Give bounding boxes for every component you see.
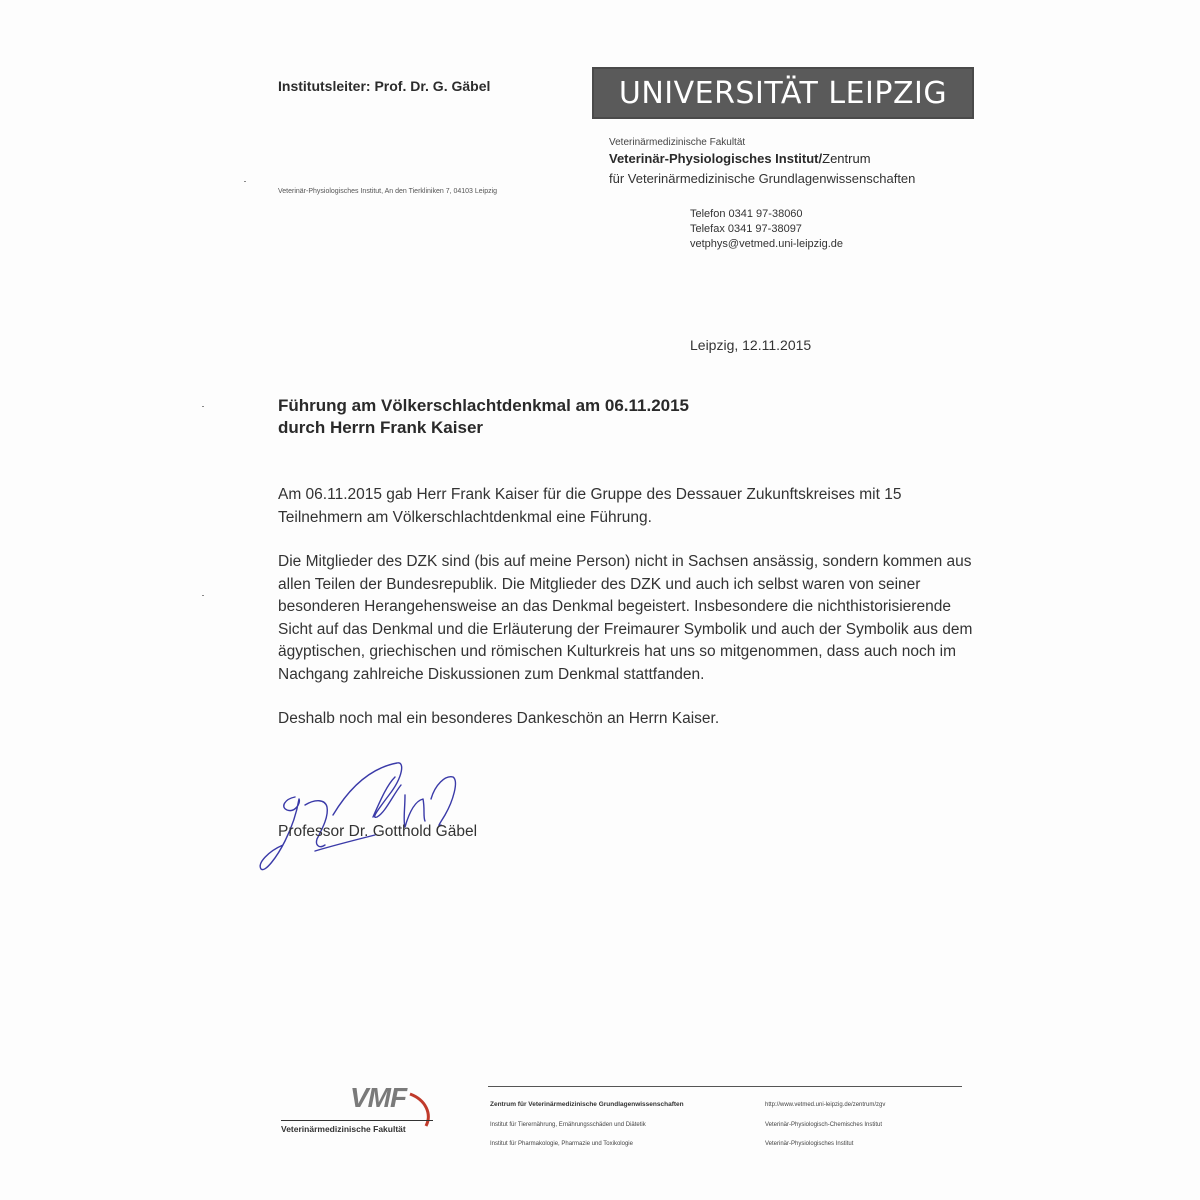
subject-line-2: durch Herrn Frank Kaiser	[278, 418, 484, 437]
sender-address-line: Veterinär-Physiologisches Institut, An den Tierkliniken 7, 04103 Leipzig	[278, 188, 498, 195]
footer-institute-1: Institut für Tierernährung, Ernährungsschäden und Diätetik	[490, 1122, 646, 1128]
signatory-name: Professor Dr. Gotthold Gäbel	[278, 823, 478, 840]
university-logo: UNIVERSITÄT LEIPZIG	[592, 67, 974, 119]
center-name: für Veterinärmedizinische Grundlagenwissenschaften	[609, 171, 916, 186]
phone-number: Telefon 0341 97-38060	[690, 208, 803, 220]
vmf-logo-rule	[281, 1120, 433, 1121]
vmf-logo-letters: VMF	[350, 1082, 407, 1113]
institute-name	[609, 151, 871, 166]
subject-line-1: Führung am Völkerschlachtdenkmal am 06.11.2015	[278, 396, 690, 415]
footer-institute-3: Institut für Pharmakologie, Pharmazie und Toxikologie	[490, 1141, 633, 1147]
fold-mark	[202, 406, 204, 407]
footer-institute-2: Veterinär-Physiologisch-Chemisches Institut	[765, 1122, 883, 1128]
letter-date: Leipzig, 12.11.2015	[690, 337, 812, 353]
body-paragraph-1: Am 06.11.2015 gab Herr Frank Kaiser für die Gruppe des Dessauer Zukunftskreises mit 15 Teilnehmern am Völkerschlachtdenkmal eine Führung.	[278, 486, 902, 526]
institute-name-bold: Veterinär-Physiologisches Institut/	[609, 151, 823, 166]
footer-institute-4: Veterinär-Physiologisches Institut	[765, 1141, 854, 1147]
vmf-logo-caption: Veterinärmedizinische Fakultät	[281, 1124, 406, 1134]
institute-name-suffix: Zentrum	[822, 151, 871, 166]
letter-subject	[278, 395, 689, 439]
institute-director: Institutsleiter: Prof. Dr. G. Gäbel	[278, 78, 491, 94]
email-address: vetphys@vetmed.uni-leipzig.de	[690, 238, 844, 250]
faculty-name: Veterinärmedizinische Fakultät	[609, 137, 746, 148]
body-paragraph-3: Deshalb noch mal ein besonderes Dankeschön an Herrn Kaiser.	[278, 710, 720, 727]
fold-mark	[244, 181, 246, 182]
letter-body	[278, 484, 978, 753]
contact-block	[690, 207, 843, 252]
footer-url: http://www.vetmed.uni-leipzig.de/zentrum/zgv	[765, 1102, 886, 1108]
footer-divider	[488, 1086, 962, 1087]
fold-mark	[202, 595, 204, 596]
fax-number: Telefax 0341 97-38097	[690, 223, 802, 235]
footer-center-title: Zentrum für Veterinärmedizinische Grundlagenwissenschaften	[490, 1101, 684, 1108]
handwritten-signature	[255, 755, 478, 880]
body-paragraph-2: Die Mitglieder des DZK sind (bis auf meine Person) nicht in Sachsen ansässig, sondern kommen aus allen Teilen der Bundesrepublik. Die Mitglieder des DZK und auch ich selbst waren von seiner besonderen Herangehensweise an das Denkmal begeistert. Insbesondere die nichthistorisierende Sicht auf das Denkmal und die Erläuterung der Freimaurer Symbolik und auch der Symbolik aus dem ägyptischen, griechischen und römischen Kulturkreis hat uns so mitgenommen, dass auch noch im Nachgang zahlreiche Diskussionen zum Denkmal stattfanden.	[278, 553, 973, 683]
